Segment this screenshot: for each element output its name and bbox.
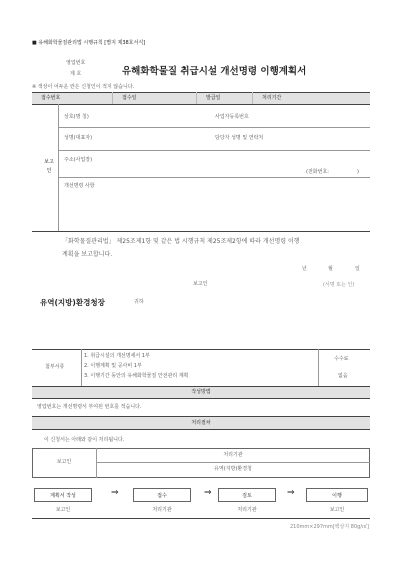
divider	[81, 349, 82, 386]
receipt-label-1: 영업번호	[66, 60, 86, 66]
recipient-suffix: 귀하	[134, 299, 144, 305]
procedure-intro: 이 신청서는 아래와 같이 처리됩니다.	[44, 437, 125, 443]
phone-close: )	[357, 169, 359, 175]
divider	[32, 104, 370, 105]
page-title: 유해화학물질 취급시설 개선명령 이행계획서	[122, 66, 307, 77]
date-day-label: 일	[355, 266, 360, 272]
flow-step-actor: 처리기관	[152, 507, 172, 513]
attachment-item: 3. 이행기간 동안의 유해화학물질 안전관리 계획	[84, 373, 189, 379]
receipt-row	[32, 92, 370, 104]
flow-step-box	[218, 488, 276, 502]
fee-value: 없음	[338, 373, 348, 379]
statement-line-1: 「화학물질관리법」 제25조제1항 및 같은 법 시행규칙 제25조제2항에 따라 개선명령 이행	[62, 238, 300, 245]
flow-step-actor: 보고인	[55, 507, 71, 513]
flow-step-label: 접수	[157, 493, 167, 499]
divider	[96, 462, 370, 463]
flow-step-box	[34, 488, 92, 502]
receipt-label-2: 제 호	[70, 71, 82, 77]
procedure-agency-name: 유역(지방)환경청	[214, 466, 252, 472]
divider	[58, 104, 59, 231]
arrow-right-icon: ⇒	[204, 488, 212, 498]
instructions-text: 영업번호는 개선명령서 부여된 번호를 적습니다.	[37, 404, 142, 410]
signature-hint: (서명 또는 인)	[323, 282, 355, 288]
contact-label: 담당자 성명 및 연락처	[215, 135, 264, 141]
recipient-name: 유역(지방)환경청장	[40, 298, 105, 307]
statement-line-2: 계획을 보고합니다.	[62, 251, 113, 258]
flow-step-label: 계획서 작성	[50, 493, 76, 499]
law-reference: ■ 유해화학물질관리법 시행규칙 [별지 제38호서식]	[32, 40, 146, 46]
divider	[318, 349, 319, 386]
divider	[32, 518, 370, 519]
divider	[58, 177, 370, 178]
processing-period-label: 처리기간	[262, 95, 282, 101]
flow-step-actor: 보고인	[329, 507, 345, 513]
divider	[32, 349, 370, 350]
receipt-date-label: 접수일	[122, 95, 137, 101]
flow-step-label: 이행	[332, 493, 342, 499]
instructions-header: 작성방법	[191, 389, 211, 395]
address-label: 주소(사업장)	[64, 157, 93, 163]
divider	[58, 150, 370, 151]
name-label: 상호(명 칭)	[64, 114, 89, 120]
form-note: ※ 색상이 어두운 란은 신청인이 적지 않습니다.	[32, 84, 135, 90]
issue-date-label: 발급일	[206, 95, 221, 101]
divider	[112, 92, 113, 104]
flow-step-box	[306, 488, 368, 502]
procedure-agency-label: 처리기관	[223, 452, 243, 458]
attachment-item: 1. 취급시설의 개선명세서 1부	[84, 353, 150, 359]
date-month-label: 월	[328, 266, 333, 272]
signature-reporter-label: 보고인	[193, 281, 208, 287]
business-reg-label: 사업자등록번호	[215, 114, 249, 120]
receipt-number-label: 접수번호	[41, 95, 61, 101]
procedure-header: 처리절차	[191, 420, 211, 426]
date-year-label: 년	[302, 266, 307, 272]
procedure-reporter-label: 보고인	[56, 459, 72, 465]
flow-step-actor: 처리기관	[237, 507, 257, 513]
divider	[252, 92, 253, 104]
arrow-right-icon: ⇒	[287, 488, 295, 498]
divider	[32, 398, 370, 399]
attachments-label: 첨부서류	[45, 364, 65, 370]
fee-label: 수수료	[334, 356, 349, 362]
divider	[32, 92, 370, 93]
divider	[32, 231, 370, 232]
flow-step-label: 검토	[242, 493, 252, 499]
flow-step-box	[133, 488, 191, 502]
phone-label: (전화번호:	[306, 169, 329, 175]
arrow-right-icon: ⇒	[111, 488, 119, 498]
divider	[32, 429, 370, 430]
paper-spec: 210mm×297mm[백상지 80g/㎡]	[290, 524, 369, 530]
attachment-item: 2. 이행계획 및 공사비 1부	[84, 363, 142, 369]
reporter-section-label: 보고인	[44, 159, 54, 174]
divider	[58, 127, 370, 128]
representative-label: 성명(대표자)	[64, 135, 93, 141]
divider	[32, 386, 370, 387]
improvement-label: 개선명령 사항	[64, 183, 95, 189]
divider	[196, 92, 197, 104]
